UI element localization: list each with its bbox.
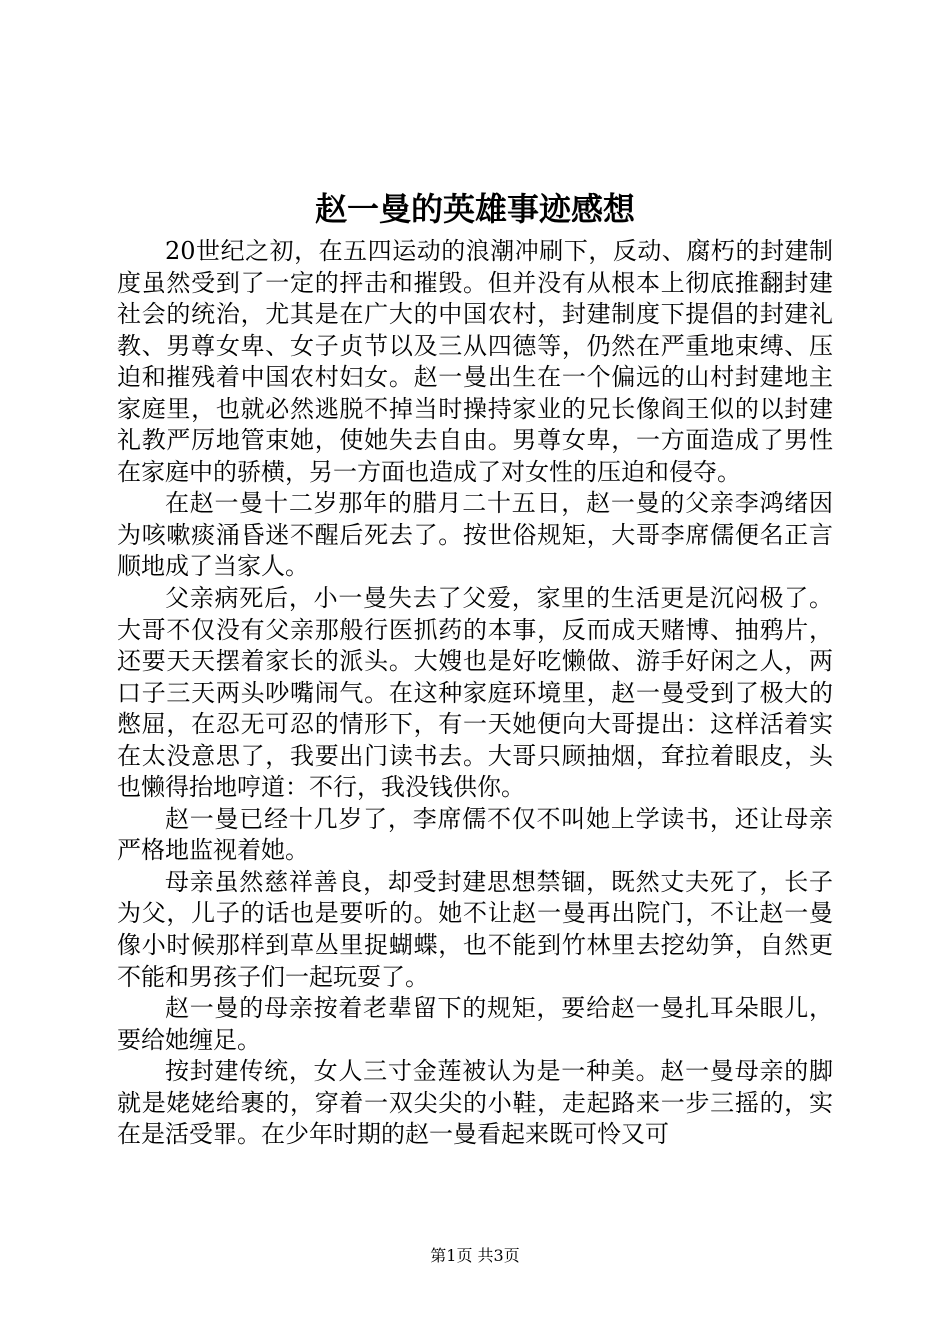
paragraph-1: 20世纪之初，在五四运动的浪潮冲刷下，反动、腐朽的封建制度虽然受到了一定的抨击和摧毁。但并没有从根本上彻底推翻封建社会的统治，尤其是在广大的中国农村，封建制度下提倡的封建礼教、男尊女卑、女子贞节以及三从四德等，仍然在严重地束缚、压迫和摧残着中国农村妇女。赵一曼出生在一个偏远的山村封建地主家庭里，也就必然逃脱不掉当时操持家业的兄长像阎王似的以封建礼教严厉地管束她，使她失去自由。男尊女卑，一方面造成了男性在家庭中的骄横，另一方面也造成了对女性的压迫和侵夺。 [117, 237, 833, 486]
document-title: 赵一曼的英雄事迹感想 [314, 190, 635, 228]
paragraph-4: 赵一曼已经十几岁了，李席儒不仅不叫她上学读书，还让母亲严格地监视着她。 [117, 804, 833, 865]
paragraph-3: 父亲病死后，小一曼失去了父爱，家里的生活更是沉闷极了。大哥不仅没有父亲那般行医抓药的本事，反而成天赌博、抽鸦片，还要天天摆着家长的派头。大嫂也是好吃懒做、游手好闲之人，两口子三天两头吵嘴闹气。在这种家庭环境里，赵一曼受到了极大的憋屈，在忍无可忍的情形下，有一天她便向大哥提出：这样活着实在太没意思了，我要出门读书去。大哥只顾抽烟，耷拉着眼皮，头也懒得抬地哼道：不行，我没钱供你。 [117, 584, 833, 802]
document-body [117, 236, 833, 1151]
paragraph-7: 按封建传统，女人三寸金莲被认为是一种美。赵一曼母亲的脚就是姥姥给裹的，穿着一双尖尖的小鞋，走起路来一步三摇的，实在是活受罪。在少年时期的赵一曼看起来既可怜又可 [117, 1057, 833, 1149]
paragraph-5: 母亲虽然慈祥善良，却受封建思想禁锢，既然丈夫死了，长子为父，儿子的话也是要听的。她不让赵一曼再出院门，不让赵一曼像小时候那样到草丛里捉蝴蝶，也不能到竹林里去挖幼笋，自然更不能和男孩子们一起玩耍了。 [117, 867, 833, 991]
paragraph-6: 赵一曼的母亲按着老辈留下的规矩，要给赵一曼扎耳朵眼儿，要给她缠足。 [117, 994, 833, 1054]
page-footer: 第1页 共3页 [430, 1246, 520, 1265]
paragraph-2: 在赵一曼十二岁那年的腊月二十五日，赵一曼的父亲李鸿绪因为咳嗽痰涌昏迷不醒后死去了。按世俗规矩，大哥李席儒便名正言顺地成了当家人。 [117, 489, 833, 581]
